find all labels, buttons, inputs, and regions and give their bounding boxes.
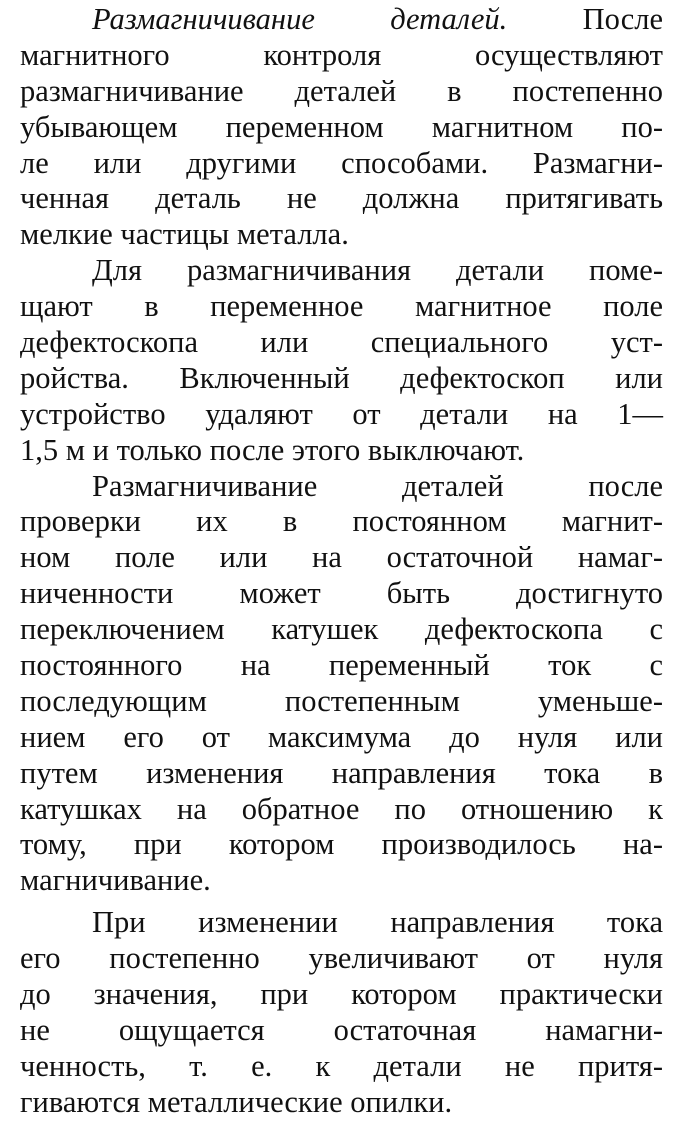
paragraph-line: 1,5 м и только после этого выключают. bbox=[20, 432, 525, 467]
paragraph-line: мелкие частицы металла. bbox=[20, 217, 349, 252]
paragraph-line: При изменении направления тока bbox=[92, 905, 663, 940]
document-page bbox=[0, 2, 683, 1119]
paragraph-line: его постепенно увеличивают от нуля bbox=[20, 941, 663, 976]
paragraph-line: постоянного на переменный ток с bbox=[20, 648, 663, 683]
paragraph-line: ченная деталь не должна притягивать bbox=[20, 181, 663, 216]
paragraph-3 bbox=[20, 469, 663, 900]
paragraph-4 bbox=[20, 905, 663, 1120]
paragraph-line: гиваются металлические опилки. bbox=[20, 1084, 453, 1119]
paragraph-line-text: После bbox=[582, 2, 663, 36]
paragraph-line: последующим постепенным уменьше- bbox=[20, 683, 663, 718]
paragraph-line: размагничивание деталей в постепенно bbox=[20, 73, 663, 108]
section-title: Размагничивание деталей. bbox=[92, 2, 508, 36]
paragraph-2 bbox=[20, 253, 663, 468]
paragraph-line: нием его от максимума до нуля или bbox=[20, 719, 663, 754]
paragraph-line: магнитного контроля осуществляют bbox=[20, 37, 663, 72]
paragraph-line: устройство удаляют от детали на 1— bbox=[20, 396, 663, 431]
paragraph-line: проверки их в постоянном магнит- bbox=[20, 504, 663, 539]
paragraph-line: магничивание. bbox=[20, 863, 211, 898]
paragraph-line: ном поле или на остаточной намаг- bbox=[20, 540, 663, 575]
paragraph-line: убывающем переменном магнитном по- bbox=[20, 109, 663, 144]
paragraph-line: переключением катушек дефектоскопа с bbox=[20, 612, 663, 647]
paragraph-line: катушках на обратное по отношению к bbox=[20, 791, 663, 826]
paragraph-line: ле или другими способами. Размагни- bbox=[20, 145, 663, 180]
paragraph-line: путем изменения направления тока в bbox=[20, 755, 663, 790]
paragraph-line: щают в переменное магнитное поле bbox=[20, 289, 663, 324]
paragraph-line: ройства. Включенный дефектоскоп или bbox=[20, 360, 663, 395]
paragraph-1 bbox=[20, 2, 663, 253]
paragraph-line: до значения, при котором практически bbox=[20, 977, 663, 1012]
paragraph-line: ченность, т. е. к детали не притя- bbox=[20, 1048, 663, 1083]
paragraph-line: не ощущается остаточная намагни- bbox=[20, 1012, 663, 1047]
paragraph-line: Для размагничивания детали поме- bbox=[92, 253, 663, 288]
paragraph-line: тому, при котором производилось на- bbox=[20, 827, 663, 862]
paragraph-line: Размагничивание деталей после bbox=[92, 468, 663, 503]
paragraph-line: дефектоскопа или специального уст- bbox=[20, 325, 663, 360]
paragraph-line: ниченности может быть достигнуто bbox=[20, 576, 663, 611]
paragraph-line bbox=[20, 2, 663, 38]
